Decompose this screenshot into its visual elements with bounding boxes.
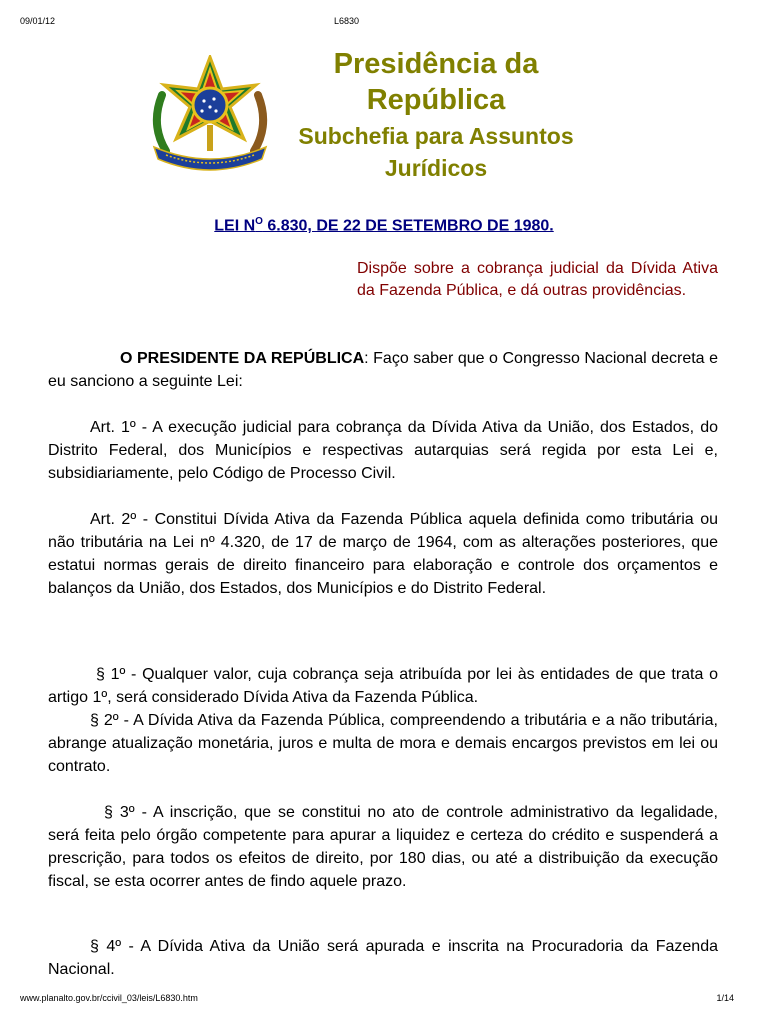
print-date: 09/01/12 [20, 16, 56, 26]
article-2-paragraph-4: § 4º - A Dívida Ativa da União será apurada e inscrita na Procuradoria da Fazenda Nacional. [48, 938, 718, 978]
institution-heading [256, 46, 616, 118]
article-2-paragraph-3: § 3º - A inscrição, que se constitui no ato de controle administrativo da legalidade, será feita pelo órgão competente para apurar a liquidez e certeza do crédito e suspenderá a prescrição, para todos os efeitos de direito, por 180 dias, ou até a distribuição da execução fiscal, se esta ocorrer antes de findo aquele prazo. [48, 804, 718, 890]
intro-paragraph [48, 347, 718, 393]
law-title-link[interactable] [0, 216, 768, 235]
article-1: Art. 1º - A execução judicial para cobrança da Dívida Ativa da União, dos Estados, do Distrito Federal, dos Municípios e respectivas autarquias será regida por esta Lei e, subsidiariamente, pelo Código de Processo Civil. [48, 419, 718, 482]
heading-line-4: Jurídicos [384, 155, 488, 181]
page-counter: 1/14 [716, 993, 734, 1003]
intro-lead: O PRESIDENTE DA REPÚBLICA [120, 350, 365, 367]
print-url: www.planalto.gov.br/ccivil_03/leis/L6830.htm [20, 993, 198, 1003]
subchefia-heading [256, 120, 616, 184]
law-title-rest: 6.830, DE 22 DE SETEMBRO DE 1980. [262, 217, 554, 235]
heading-line-3: Subchefia para Assuntos [298, 123, 574, 149]
heading-line-1: Presidência da [333, 48, 539, 80]
law-title-sup: O [255, 216, 263, 227]
article-2-paragraph-2: § 2º - A Dívida Ativa da Fazenda Pública, compreendendo a tributária e a não tributária, abrange atualização monetária, juros e multa de mora e demais encargos previstos em lei ou contrato. [48, 712, 718, 775]
print-page-title: L6830 [334, 16, 360, 26]
heading-line-2: República [366, 84, 506, 116]
article-2-paragraph-1: § 1º - Qualquer valor, cuja cobrança seja atribuída por lei às entidades de que trata o artigo 1º, será considerado Dívida Ativa da Fazenda Pública. [48, 666, 718, 706]
intro-text: : Faço saber que o Congresso Nacional decreta e eu sanciono a seguinte Lei: [48, 350, 718, 390]
article-2: Art. 2º - Constitui Dívida Ativa da Fazenda Pública aquela definida como tributária ou não tributária na Lei nº 4.320, de 17 de março de 1964, com as alterações posteriores, que estatui normas gerais de direito financeiro para elaboração e controle dos orçamentos e balanços da União, dos Estados, dos Municípios e do Distrito Federal. [48, 511, 718, 597]
print-header [0, 16, 768, 30]
law-title-prefix: LEI N [214, 217, 256, 235]
ementa: Dispõe sobre a cobrança judicial da Dívida Ativa da Fazenda Pública, e dá outras providências. [357, 260, 718, 299]
